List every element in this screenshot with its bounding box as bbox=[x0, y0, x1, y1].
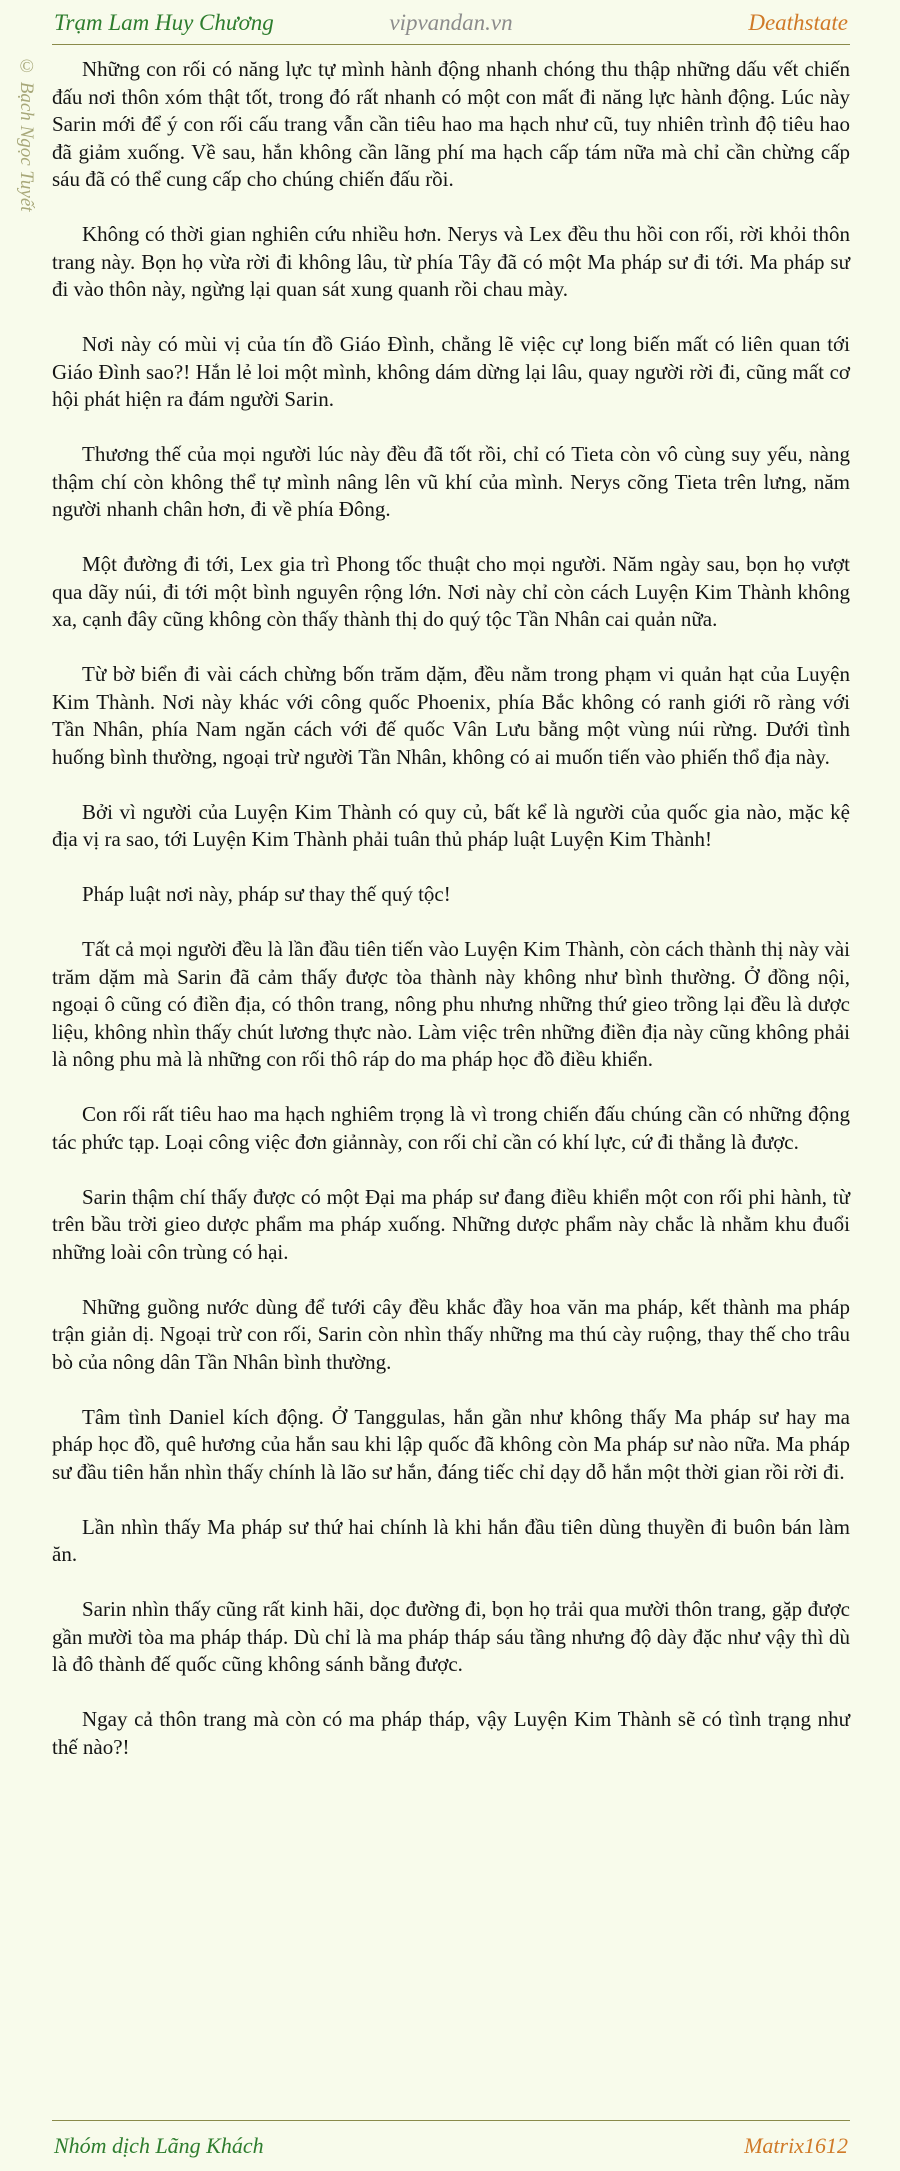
paragraph: Thương thế của mọi người lúc này đều đã tốt rồi, chỉ có Tieta còn vô cùng suy yếu, nàng thậm chí còn không thể tự mình nâng lên vũ khí của mình. Nerys cõng Tieta trên lưng, năm người nhanh chân hơn, đi về phía Đông. bbox=[52, 442, 850, 521]
header-title: Trạm Lam Huy Chương bbox=[54, 10, 274, 35]
paragraph: Những con rối có năng lực tự mình hành động nhanh chóng thu thập những dấu vết chiến đấu nơi thôn xóm thật tốt, trong đó rất nhanh có một con mất đi năng lực hành động. Lúc này Sarin mới để ý con rối cấu trang vẫn cần tiêu hao ma hạch như cũ, tuy nhiên trình độ tiêu hao đã giảm xuống. Về sau, hắn không cần lãng phí ma hạch cấp tám nữa mà chỉ cần chừng cấp sáu đã có thể cung cấp cho chúng chiến đấu rồi. bbox=[52, 57, 850, 191]
header-site: vipvandan.vn bbox=[389, 10, 513, 35]
paragraph: Không có thời gian nghiên cứu nhiều hơn. Nerys và Lex đều thu hồi con rối, rời khỏi thôn trang này. Bọn họ vừa rời đi không lâu, từ phía Tây đã có một Ma pháp sư đi tới. Ma pháp sư đi vào thôn này, ngừng lại quan sát xung quanh rồi chau mày. bbox=[52, 222, 850, 301]
paragraph: Những guồng nước dùng để tưới cây đều khắc đầy hoa văn ma pháp, kết thành ma pháp trận giản dị. Ngoại trừ con rối, Sarin còn nhìn thấy những ma thú cày ruộng, thay thế cho trâu bò của nông dân Tần Nhân bình thường. bbox=[52, 1294, 850, 1374]
side-watermark: © Bạch Ngọc Tuyết bbox=[16, 56, 37, 212]
paragraph: Tất cả mọi người đều là lần đầu tiên tiến vào Luyện Kim Thành, còn cách thành thị này vài trăm dặm mà Sarin đã cảm thấy được tòa thành này không như bình thường. Ở đồng nội, ngoại ô cũng có điền địa, có thôn trang, nông phu nhưng những thứ gieo trồng lại đều là dược liệu, không nhìn thấy chút lương thực nào. Làm việc trên những điền địa này cũng không phải là nông phu mà là những con rối thô ráp do ma pháp học đồ điều khiển. bbox=[52, 937, 850, 1071]
page-header bbox=[52, 0, 850, 45]
chapter-body bbox=[52, 56, 850, 1789]
footer-editor: Matrix1612 bbox=[744, 2133, 848, 2158]
header-chapter: Deathstate bbox=[748, 10, 848, 35]
footer-translator: Nhóm dịch Lãng Khách bbox=[54, 2133, 264, 2158]
page-footer bbox=[52, 2120, 850, 2171]
paragraph: Bởi vì người của Luyện Kim Thành có quy củ, bất kể là người của quốc gia nào, mặc kệ địa vị ra sao, tới Luyện Kim Thành phải tuân thủ pháp luật Luyện Kim Thành! bbox=[52, 799, 850, 851]
paragraph: Tâm tình Daniel kích động. Ở Tanggulas, hắn gần như không thấy Ma pháp sư hay ma pháp học đồ, quê hương của hắn sau khi lập quốc đã không còn Ma pháp sư nào nữa. Ma pháp sư đầu tiên hắn nhìn thấy chính là lão sư hắn, đáng tiếc chỉ dạy dỗ hắn một thời gian rồi rời đi. bbox=[52, 1404, 850, 1484]
paragraph: Sarin thậm chí thấy được có một Đại ma pháp sư đang điều khiển một con rối phi hành, từ trên bầu trời gieo dược phẩm ma pháp xuống. Những dược phẩm này chắc là nhằm khu đuổi những loài côn trùng có hại. bbox=[52, 1184, 850, 1264]
paragraph: Sarin nhìn thấy cũng rất kinh hãi, dọc đường đi, bọn họ trải qua mười thôn trang, gặp được gần mười tòa ma pháp tháp. Dù chỉ là ma pháp tháp sáu tầng nhưng độ dày đặc như vậy thì dù là đô thành đế quốc cũng không sánh bằng được. bbox=[52, 1597, 850, 1676]
paragraph: Ngay cả thôn trang mà còn có ma pháp tháp, vậy Luyện Kim Thành sẽ có tình trạng như thế nào?! bbox=[52, 1707, 850, 1759]
paragraph: Một đường đi tới, Lex gia trì Phong tốc thuật cho mọi người. Năm ngày sau, bọn họ vượt qua dãy núi, đi tới một bình nguyên rộng lớn. Nơi này chỉ còn cách Luyện Kim Thành không xa, cạnh đây cũng không còn thấy thành thị do quý tộc Tần Nhân cai quản nữa. bbox=[52, 552, 850, 631]
paragraph: Lần nhìn thấy Ma pháp sư thứ hai chính là khi hắn đầu tiên dùng thuyền đi buôn bán làm ăn. bbox=[52, 1514, 850, 1566]
paragraph: Pháp luật nơi này, pháp sư thay thế quý tộc! bbox=[82, 882, 451, 906]
paragraph: Từ bờ biển đi vài cách chừng bốn trăm dặm, đều nằm trong phạm vi quản hạt của Luyện Kim Thành. Nơi này khác với công quốc Phoenix, phía Bắc không có ranh giới rõ ràng với Tần Nhân, phía Nam ngăn cách với đế quốc Vân Lưu bằng một vùng núi rừng. Dưới tình huống bình thường, ngoại trừ người Tần Nhân, không có ai muốn tiến vào phiến thổ địa này. bbox=[52, 662, 850, 769]
paragraph: Con rối rất tiêu hao ma hạch nghiêm trọng là vì trong chiến đấu chúng cần có những động tác phức tạp. Loại công việc đơn giảnnày, con rối chỉ cần có khí lực, cứ đi thẳng là được. bbox=[52, 1102, 850, 1154]
paragraph: Nơi này có mùi vị của tín đồ Giáo Đình, chẳng lẽ việc cự long biến mất có liên quan tới Giáo Đình sao?! Hắn lẻ loi một mình, không dám dừng lại lâu, quay người rời đi, cũng mất cơ hội phát hiện ra đám người Sarin. bbox=[52, 332, 850, 411]
